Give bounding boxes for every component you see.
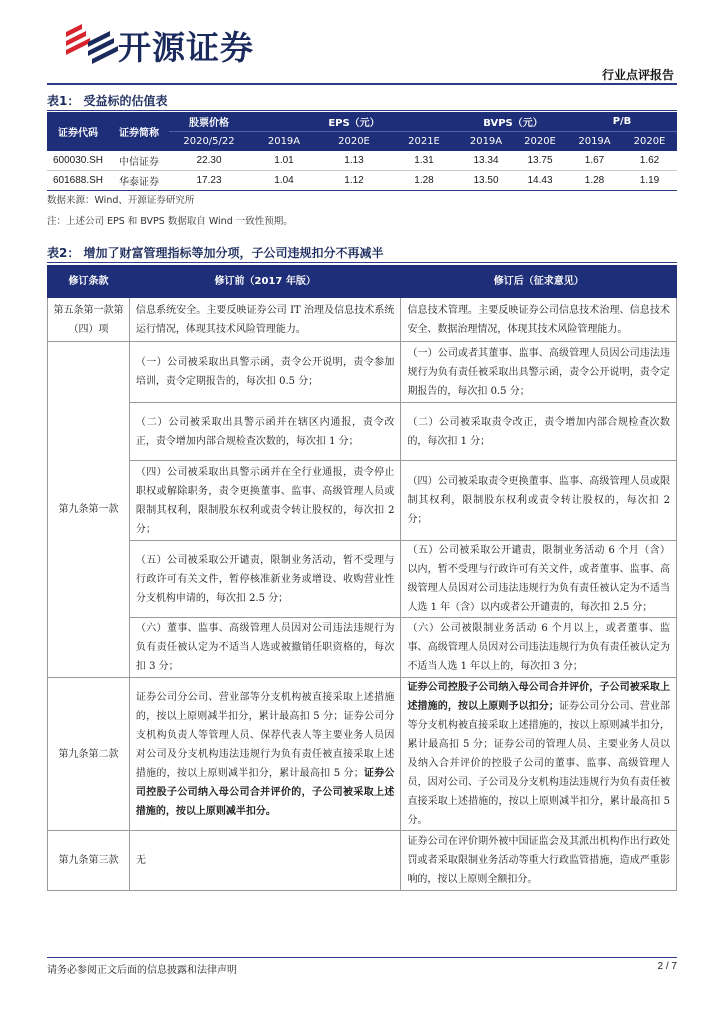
cell-after: （二）公司被采取责令改正，责令增加内部合规检查次数的，每次扣 1 分； bbox=[401, 403, 677, 461]
col-price-date: 2020/5/22 bbox=[169, 132, 249, 152]
col-eps: EPS（元） bbox=[328, 118, 380, 129]
cell-bvps-2019a: 13.34 bbox=[459, 151, 513, 171]
col-before: 修订前（2017 年版） bbox=[129, 266, 401, 298]
cell-after: （一）公司或者其董事、监事、高级管理人员因公司违法违规行为负有责任被采取出具警示函，责令公开说明，责令定期报告的，每次扣 0.5 分； bbox=[401, 342, 677, 403]
col-bvps-2020e: 2020E bbox=[513, 132, 567, 152]
table-row bbox=[48, 342, 677, 403]
header-divider bbox=[47, 83, 677, 85]
cell-bvps-2020e: 14.43 bbox=[513, 171, 567, 191]
table2-title-divider bbox=[47, 262, 677, 263]
cell-before: （五）公司被采取公开谴责，限制业务活动，暂不受理与行政许可有关文件，暂停核准新业务或增设、收购营业性分支机构申请的，每次扣 2.5 分； bbox=[129, 541, 401, 618]
table1-title-divider bbox=[47, 110, 677, 111]
col-pb-2019a: 2019A bbox=[567, 132, 622, 152]
valuation-table bbox=[47, 112, 677, 191]
table2-title: 表2： 增加了财富管理指标等加分项，子公司违规扣分不再减半 bbox=[47, 246, 384, 260]
cell-bvps-2019a: 13.50 bbox=[459, 171, 513, 191]
report-type: 行业点评报告 bbox=[601, 68, 674, 82]
cell-eps-2021e: 1.28 bbox=[389, 171, 459, 191]
col-eps-2021e: 2021E bbox=[389, 132, 459, 152]
cell-clause: 第九条第二款 bbox=[48, 678, 130, 831]
table-row bbox=[48, 461, 677, 541]
table-row bbox=[48, 678, 677, 831]
cell-code: 600030.SH bbox=[47, 151, 109, 171]
cell-before: （四）公司被采取出具警示函并在全行业通报，责令停止职权或解除职务，责令更换董事、监事、高级管理人员或限制其权利，限制股东权利或责令转让股权的，每次扣 2 分； bbox=[129, 461, 401, 541]
cell-eps-2019a: 1.01 bbox=[249, 151, 319, 171]
footer-divider bbox=[47, 957, 677, 958]
cell-before: 无 bbox=[129, 831, 401, 891]
cell-after: （四）公司被采取责令更换董事、监事、高级管理人员或限制其权利，限制股东权利或责令转让股权的，每次扣 2 分； bbox=[401, 461, 677, 541]
after-bold-text: 证券公司控股子公司纳入母公司合并评价，子公司被采取上述措施的，按以上原则予以扣分； bbox=[407, 682, 670, 712]
cell-eps-2020e: 1.12 bbox=[319, 171, 389, 191]
revision-table bbox=[47, 265, 677, 891]
cell-eps-2020e: 1.13 bbox=[319, 151, 389, 171]
table-row bbox=[47, 171, 677, 191]
table-row bbox=[48, 618, 677, 678]
cell-before: （六）董事、监事、高级管理人员因对公司违法违规行为负有责任被认定为不适当人选或被撤销任职资格的，每次扣 3 分； bbox=[129, 618, 401, 678]
cell-price: 17.23 bbox=[169, 171, 249, 191]
table1-source: 数据来源：Wind、开源证券研究所 bbox=[47, 195, 195, 206]
table1-note: 注：上述公司 EPS 和 BVPS 数据取自 Wind 一致性预期。 bbox=[47, 216, 293, 227]
col-code: 证券代码 bbox=[58, 128, 98, 139]
cell-bvps-2020e: 13.75 bbox=[513, 151, 567, 171]
col-price: 股票价格 bbox=[189, 118, 229, 129]
col-after: 修订后（征求意见） bbox=[401, 266, 677, 298]
footer-disclaimer: 请务必参阅正文后面的信息披露和法律声明 bbox=[47, 965, 237, 976]
cell-after bbox=[401, 678, 677, 831]
cell-code: 601688.SH bbox=[47, 171, 109, 191]
before-plain-text: 证券公司分公司、营业部等分支机构被直接采取上述措施的，按以上原则减半扣分，累计最高扣 5 分；证券公司分支机构负责人等管理人员、保荐代表人等主要业务人员因对公司及分支机构违法违规行为负有责任被直接采取上述措施的，按以上原则减半扣分，累计最高扣 5 分； bbox=[135, 691, 395, 779]
col-eps-2020e: 2020E bbox=[319, 132, 389, 152]
table-row bbox=[48, 831, 677, 891]
table1-title: 表1： 受益标的估值表 bbox=[47, 94, 168, 108]
cell-after: （五）公司被采取公开谴责，限制业务活动 6 个月（含）以内，暂不受理与行政许可有关文件，或者董事、监事、高级管理人员因对公司违法违规行为负有责任被认定为不适当人选 1 年（含）以内或者公开谴责的，每次扣 2.5 分； bbox=[401, 541, 677, 618]
cell-before bbox=[129, 678, 401, 831]
table-row bbox=[48, 403, 677, 461]
col-pb: P/B bbox=[612, 116, 632, 127]
col-eps-2019a: 2019A bbox=[249, 132, 319, 152]
cell-clause: 第五条第一款第（四）项 bbox=[48, 298, 130, 342]
cell-before: （一）公司被采取出具警示函，责令公开说明，责令参加培训，责令定期报告的，每次扣 0.5 分； bbox=[129, 342, 401, 403]
cell-eps-2021e: 1.31 bbox=[389, 151, 459, 171]
col-clause: 修订条款 bbox=[48, 266, 130, 298]
col-bvps-2019a: 2019A bbox=[459, 132, 513, 152]
table-row bbox=[48, 541, 677, 618]
table-row bbox=[47, 151, 677, 171]
col-name: 证券简称 bbox=[119, 128, 159, 139]
after-plain-text: 证券公司分公司、营业部等分支机构被直接采取上述措施的，按以上原则减半扣分，累计最高扣 5 分；证券公司的管理人员、主要业务人员以及纳入合并评价的控股子公司的董事、监事、高级管理人员，因对公司、子公司及分支机构违法违规行为负有责任被直接采取上述措施的，按以上原则减半扣分，累计最高扣 5 分。 bbox=[407, 701, 671, 826]
cell-name: 华泰证券 bbox=[109, 171, 169, 191]
before-bold-text: 证券公司控股子公司纳入母公司合并评价的，子公司被采取上述措施的，按以上原则减半扣分。 bbox=[135, 767, 395, 817]
logo-text: 开源证券 bbox=[118, 28, 254, 67]
cell-name: 中信证券 bbox=[109, 151, 169, 171]
cell-pb-2020e: 1.19 bbox=[622, 171, 677, 191]
cell-clause: 第九条第一款 bbox=[48, 342, 130, 678]
cell-clause: 第九条第三款 bbox=[48, 831, 130, 891]
cell-pb-2019a: 1.67 bbox=[567, 151, 622, 171]
table-row bbox=[48, 298, 677, 342]
cell-pb-2019a: 1.28 bbox=[567, 171, 622, 191]
cell-before: 信息系统安全。主要反映证券公司 IT 治理及信息技术系统运行情况，体现其技术风险管理能力。 bbox=[129, 298, 401, 342]
col-pb-2020e: 2020E bbox=[622, 132, 677, 152]
cell-after: 证券公司在评价期外被中国证监会及其派出机构作出行政处罚或者采取限制业务活动等重大行政监管措施，造成严重影响的，按以上原则全额扣分。 bbox=[401, 831, 677, 891]
page-header bbox=[0, 0, 724, 90]
cell-pb-2020e: 1.62 bbox=[622, 151, 677, 171]
cell-eps-2019a: 1.04 bbox=[249, 171, 319, 191]
cell-after: 信息技术管理。主要反映证券公司信息技术治理、信息技术安全、数据治理情况，体现其技术风险管理能力。 bbox=[401, 298, 677, 342]
page-number: 2 / 7 bbox=[657, 961, 677, 972]
cell-after: （六）公司被限制业务活动 6 个月以上，或者董事、监事、高级管理人员因对公司违法违规行为负有责任被认定为不适当人选 1 年以上的，每次扣 3 分； bbox=[401, 618, 677, 678]
col-bvps: BVPS（元） bbox=[483, 118, 543, 129]
cell-before: （二）公司被采取出具警示函并在辖区内通报，责令改正，责令增加内部合规检查次数的，每次扣 1 分； bbox=[129, 403, 401, 461]
cell-price: 22.30 bbox=[169, 151, 249, 171]
